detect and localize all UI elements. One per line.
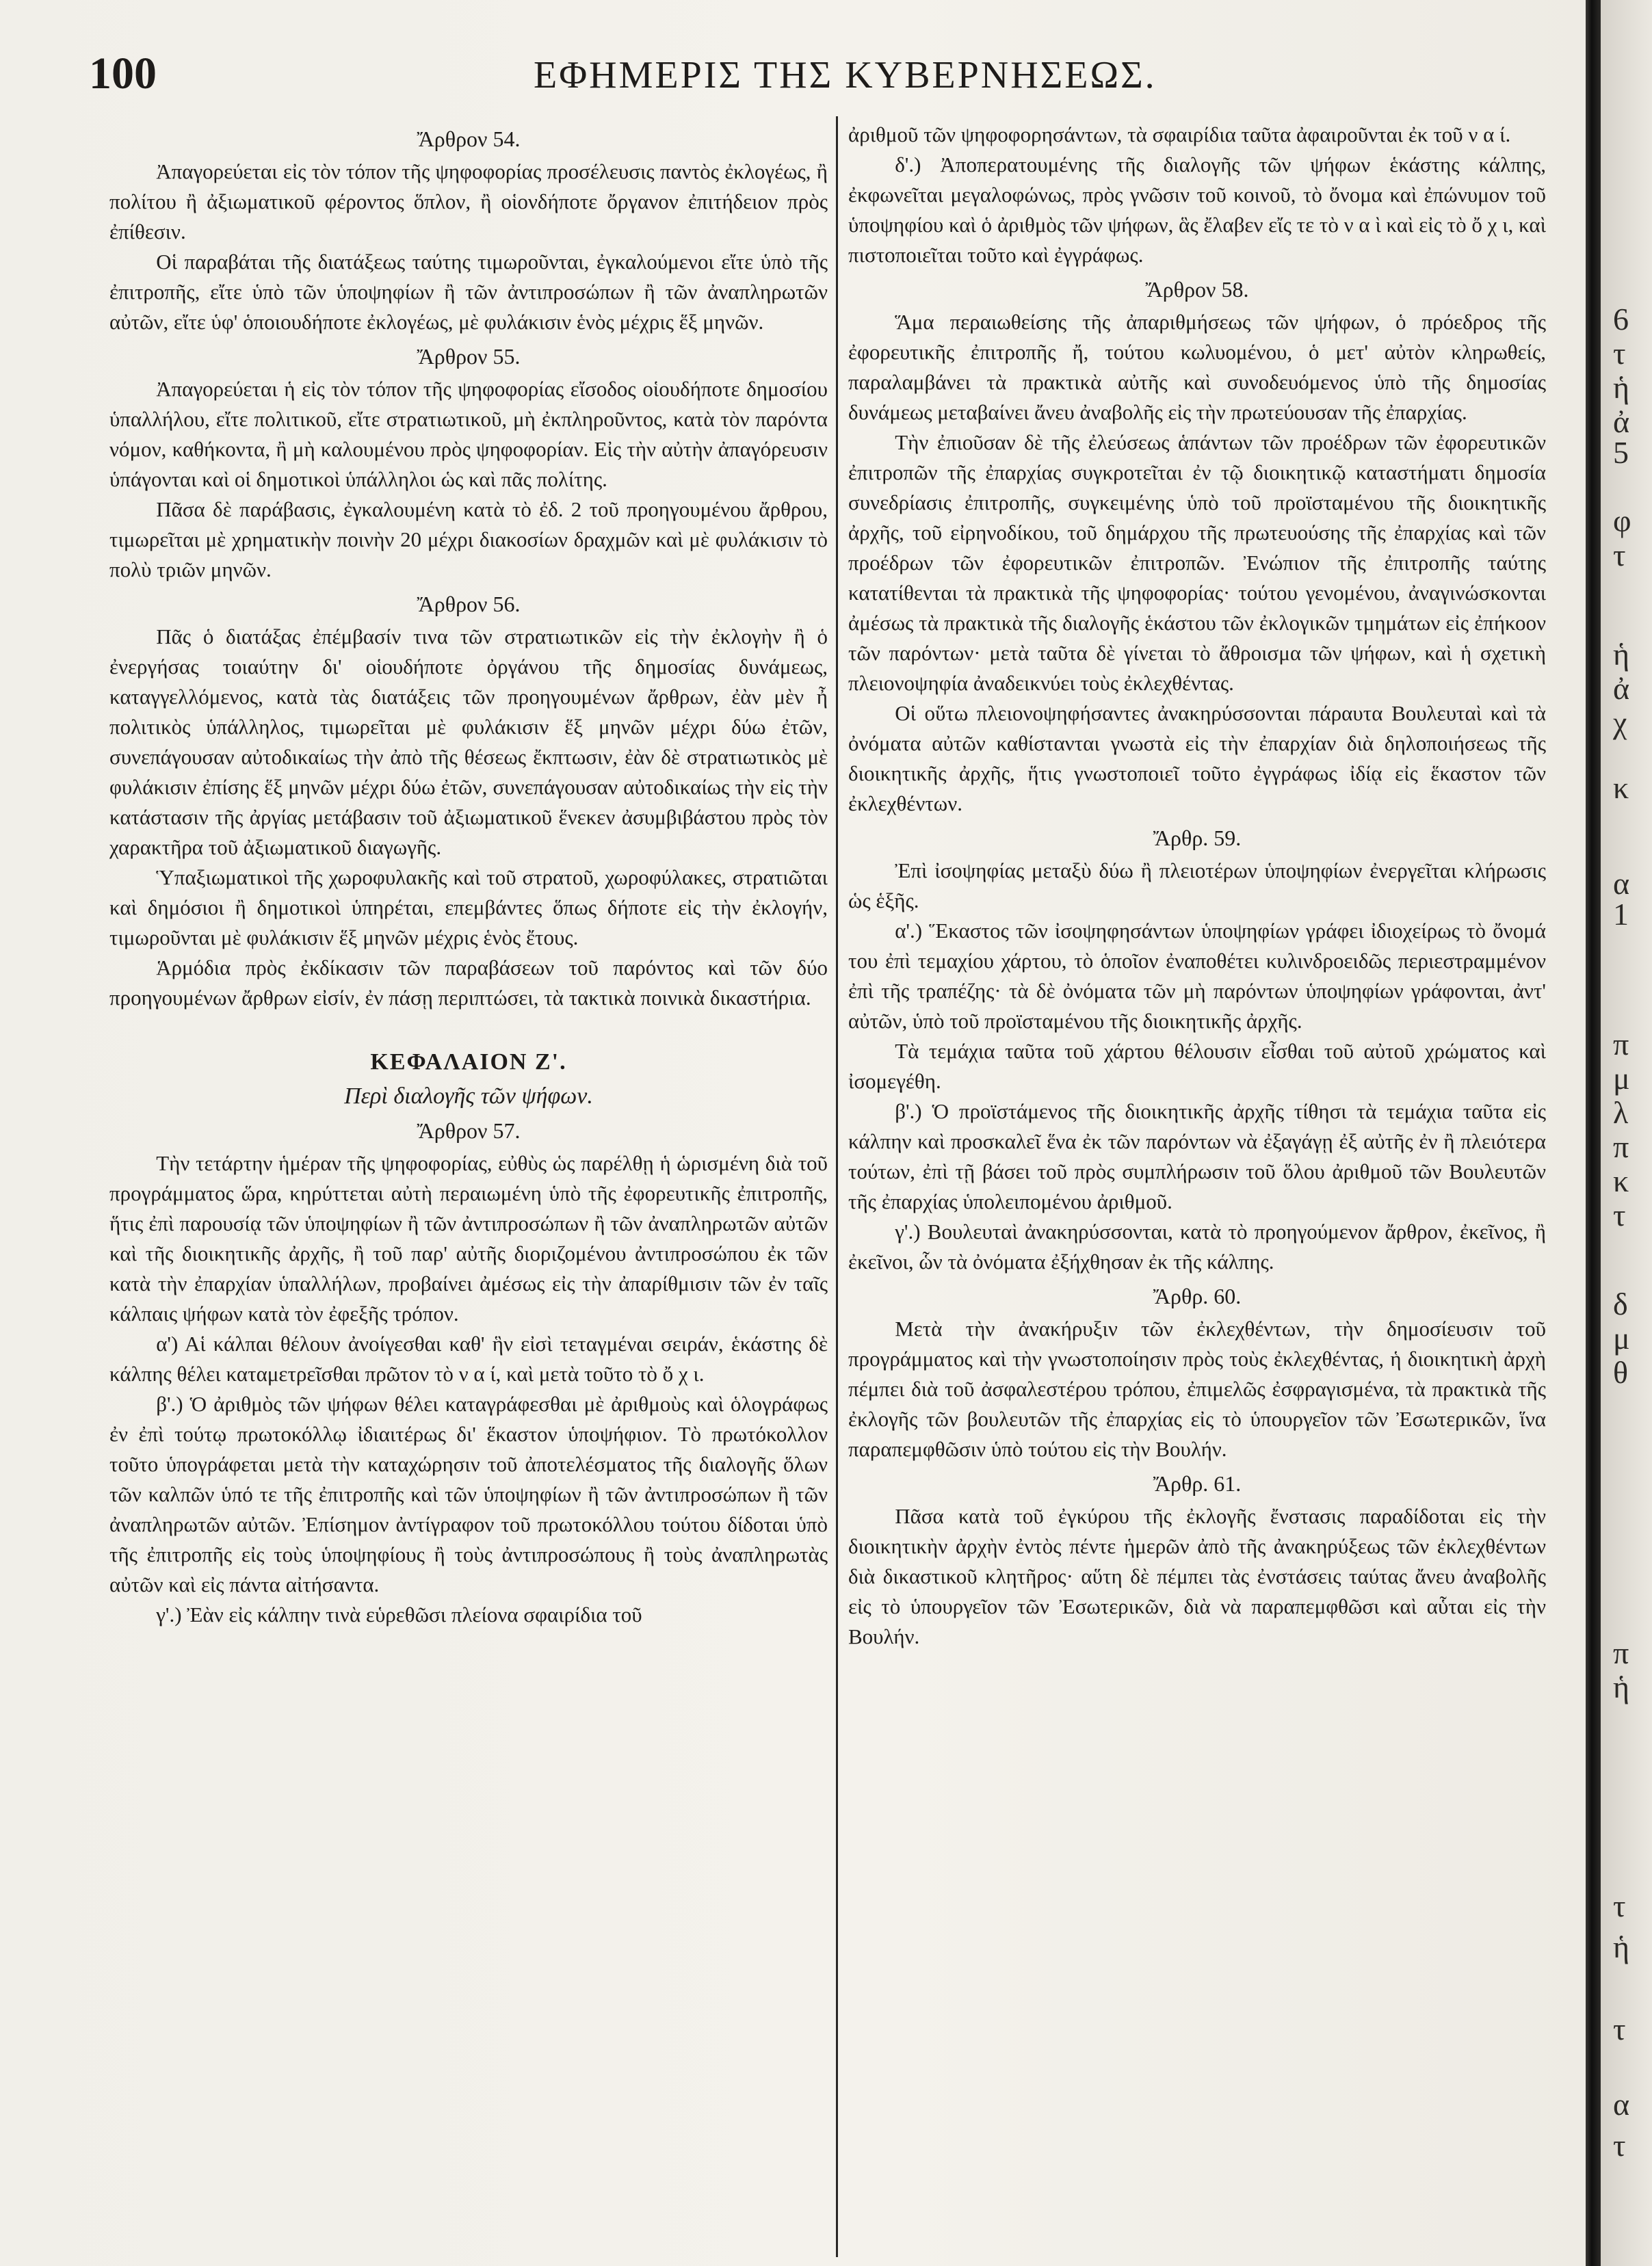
margin-fragment: τ — [1613, 1198, 1626, 1233]
article-59-item-b: β'.) Ὁ προϊστάμενος τῆς διοικητικῆς ἀρχῆς τίθησι τὰ τεμάχια ταῦτα εἰς κάλπην καὶ προσκαλεῖ ἕνα ἐκ τῶν παρόντων νὰ ἐξαγάγῃ ἐξ αὐτῆς ἐν ἢ πλειότερα τούτων, ἐπὶ τῇ βάσει τοῦ πρὸς συμπλήρωσιν τοῦ ὅλου ἀριθμοῦ τῶν Βουλευτῶν τῆς ἐπαρχίας ὑπολειπομένου ἀριθμοῦ. — [848, 1099, 1546, 1213]
gazette-title: ΕΦΗΜΕΡΙΣ ΤΗΣ ΚΥΒΕΡΝΗΣΕΩΣ. — [534, 54, 1157, 96]
article-58-paragraph-1: Ἅμα περαιωθείσης τῆς ἀπαριθμήσεως τῶν ψήφων, ὁ πρόεδρος τῆς ἐφορευτικῆς ἐπιτροπῆς ἤ, τούτου κωλυομένου, ὁ μετ' αὐτὸν κληρωθείς, παραλαμβάνει τὰ πρακτικὰ αὐτῆς καὶ συνοδευόμενος ὑπὸ τῆς δημοσίας δυνάμεως μεταβαίνει ἄνευ ἀναβολῆς εἰς τὴν πρωτεύουσαν τῆς ἐπαρχίας. — [848, 310, 1546, 424]
article-61-paragraph-1: Πᾶσα κατὰ τοῦ ἐγκύρου τῆς ἐκλογῆς ἔνστασις παραδίδοται εἰς τὴν διοικητικὴν ἀρχὴν ἐντὸς πέντε ἡμερῶν ἀπὸ τῆς ἀνακηρύξεως τῶν ἐκλεχθέντων διὰ δικαστικοῦ κλητῆρος· αὕτη δὲ πέμπει τὰς ἐνστάσεις ταύτας ἄνευ ἀναβολῆς εἰς τὸ ὑπουργεῖον τῶν Ἐσωτερικῶν, διὰ νὰ παραπεμφθῶσι καὶ αὗται εἰς τὴν Βουλήν. — [848, 1504, 1546, 1648]
adjacent-page-edge — [1601, 0, 1652, 2266]
article-55-paragraph-2: Πᾶσα δὲ παράβασις, ἐγκαλουμένη κατὰ τὸ ἐδ. 2 τοῦ προηγουμένου ἄρθρου, τιμωρεῖται μὲ χρηματικὴν ποινὴν 20 μέχρι διακοσίων δραχμῶν καὶ μὲ φυλάκισιν τὸ πολὺ τριῶν μηνῶν. — [109, 497, 828, 581]
article-57-item-d: δ'.) Ἀποπερατουμένης τῆς διαλογῆς τῶν ψήφων ἑκάστης κάλπης, ἐκφωνεῖται μεγαλοφώνως, πρὸς γνῶσιν τοῦ κοινοῦ, τὸ ὄνομα καὶ ἐπώνυμον τοῦ ὑποψηφίου καὶ ὁ ἀριθμὸς τῶν ψήφων, ἃς ἔλαβεν εἴς τε τὸ ν α ὶ καὶ εἰς τὸ ὄ χ ι, καὶ πιστοποιεῖται τοῦτο καὶ ἐγγράφως. — [848, 153, 1546, 267]
article-57-item-c: γ'.) Ἐὰν εἰς κάλπην τινὰ εὑρεθῶσι πλείονα σφαιρίδια τοῦ — [156, 1603, 642, 1626]
article-54-paragraph-2: Οἱ παραβάται τῆς διατάξεως ταύτης τιμωροῦνται, ἐγκαλούμενοι εἴτε ὑπὸ τῆς ἐπιτροπῆς, εἴτε ὑπὸ τῶν ὑποψηφίων ἢ τῶν ἀντιπροσώπων ἢ τῶν ἀναπληρωτῶν αὐτῶν, εἴτε ὑφ' ὁποιουδήποτε ἐκλογέως, μὲ φυλάκισιν ἑνὸς μέχρις ἕξ μηνῶν. — [109, 250, 828, 334]
margin-fragment: α — [1613, 866, 1630, 901]
article-59-item-c: γ'.) Βουλευταὶ ἀνακηρύσσονται, κατὰ τὸ προηγούμενον ἄρθρον, ἐκεῖνος, ἢ ἐκεῖνοι, ὧν τὰ ὀνόματα ἐξήχθησαν ἐκ τῆς κάλπης. — [848, 1220, 1546, 1274]
margin-fragment: ἀ — [1613, 671, 1630, 706]
margin-fragment: τ — [1613, 538, 1626, 572]
margin-fragment: π — [1613, 1129, 1629, 1164]
article-54-paragraph-1: Ἀπαγορεύεται εἰς τὸν τόπον τῆς ψηφοφορίας προσέλευσις παντὸς ἐκλογέως, ἢ πολίτου ἢ ἀξιωματικοῦ φέροντος ὅπλον, ἢ οἱονδήποτε ὄργανον ἐπιτήδειον πρὸς ἐπίθεσιν. — [109, 159, 828, 243]
margin-fragment: δ — [1613, 1287, 1628, 1321]
margin-fragment: χ — [1613, 705, 1627, 740]
margin-fragment: κ — [1613, 770, 1629, 805]
article-55-paragraph-1: Ἀπαγορεύεται ἡ εἰς τὸν τόπον τῆς ψηφοφορίας εἴσοδος οἱουδήποτε δημοσίου ὑπαλλήλου, εἴτε πολιτικοῦ, εἴτε στρατιωτικοῦ, μὴ ἐκπληροῦντος, κατὰ τὸν παρόντα νόμον, καθήκοντα, ἢ μὴ καλουμένου πρὸς ψηφοφορίαν. Εἰς τὴν αὐτὴν ἀπαγόρευσιν ὑπάγονται καὶ οἱ δημοτικοὶ ὑπάλληλοι ὡς καὶ πᾶς πολίτης. — [109, 377, 828, 491]
margin-fragment: λ — [1613, 1095, 1629, 1130]
book-spine-gutter — [1586, 0, 1601, 2266]
margin-fragment: 1 — [1613, 897, 1629, 932]
margin-fragment: π — [1613, 1027, 1629, 1062]
right-column — [848, 120, 1546, 1652]
article-55-heading: Ἄρθρον 55. — [417, 344, 521, 369]
margin-fragment: τ — [1613, 336, 1626, 371]
chapter-subtitle: Περὶ διαλογῆς τῶν ψήφων. — [344, 1083, 593, 1109]
article-56-heading: Ἄρθρον 56. — [417, 592, 521, 616]
article-56-paragraph-3: Ἁρμόδια πρὸς ἐκδίκασιν τῶν παραβάσεων τοῦ παρόντος καὶ τῶν δύο προηγουμένων ἄρθρων εἰσίν, ἐν πάσῃ περιπτώσει, τὰ τακτικὰ ποινικὰ δικαστήρια. — [109, 956, 828, 1010]
continued-paragraph: ἀριθμοῦ τῶν ψηφοφορησάντων, τὰ σφαιρίδια ταῦτα ἀφαιροῦνται ἐκ τοῦ ν α ί. — [848, 122, 1511, 146]
article-57-heading: Ἄρθρον 57. — [417, 1118, 521, 1143]
margin-fragment: ἡ — [1613, 1670, 1630, 1704]
margin-fragment: τ — [1613, 2012, 1626, 2046]
margin-fragment: τ — [1613, 1888, 1626, 1923]
article-60-paragraph-1: Μετὰ τὴν ἀνακήρυξιν τῶν ἐκλεχθέντων, τὴν δημοσίευσιν τοῦ προγράμματος καὶ τὴν γνωστοποίησιν πρὸς τοὺς ἐκλεχθέντας, ἡ διοικητικὴ ἀρχὴ πέμπει διὰ τοῦ ἀσφαλεστέρου τρόπου, ἐπιμελῶς ἐσφραγισμένα, τὰ πρακτικὰ τῆς ἐκλογῆς τῶν βουλευτῶν τῆς ἐπαρχίας εἰς τὸ ὑπουργεῖον τῶν Ἐσωτερικῶν, ἵνα παραπεμφθῶσιν ὑπὸ τούτου εἰς τὴν Βουλήν. — [848, 1317, 1546, 1461]
margin-fragment: ἡ — [1613, 370, 1630, 405]
article-56-paragraph-2: Ὑπαξιωματικοὶ τῆς χωροφυλακῆς καὶ τοῦ στρατοῦ, χωροφύλακες, στρατιῶται καὶ δημόσιοι ἢ δημοτικοὶ ὑπηρέται, επεμβάντες ὅπως δήποτε εἰς τὴν ἐκλογήν, τιμωροῦνται μὲ φυλάκισιν ἕξ μηνῶν μέχρις ἑνὸς ἔτους. — [109, 865, 828, 949]
article-58-paragraph-2: Τὴν ἐπιοῦσαν δὲ τῆς ἐλεύσεως ἁπάντων τῶν προέδρων τῶν ἐφορευτικῶν ἐπιτροπῶν τῆς ἐπαρχίας συγκροτεῖται ἐν τῷ διοικητικῷ καταστήματι δημοσία συνεδρίασις ἐπιτροπῆς, συγκειμένης ὑπὸ τοῦ προϊσταμένου τῆς διοικητικῆς ἀρχῆς, τοῦ εἰρηνοδίκου, τοῦ δημάρχου τῆς πρωτευούσης τῆς ἐπαρχίας καὶ τῶν προέδρων τῶν ἐφορευτικῶν ἐπιτροπῶν. Ἐνώπιον τῆς ἐπιτροπῆς ταύτης κατατίθενται τὰ πρακτικὰ τῆς ψηφοφορίας· τούτου γενομένου, ἀναγινώσκονται ἀμέσως τὰ πρακτικὰ τῆς διαλογῆς ἑκάστου τῶν ἐκλογικῶν τμημάτων εἰς ἐπήκοον τῶν παρόντων· μετὰ ταῦτα δὲ γίνεται τὸ ἄθροισμα τῶν ψήφων, καὶ ἡ σχετικὴ πλειονοψηφία ἀναδεικνύει τοὺς ἐκλεχθέντας. — [848, 430, 1546, 695]
margin-fragment: ἡ — [1613, 1929, 1630, 1964]
margin-fragment: α — [1613, 2087, 1630, 2122]
left-column — [109, 120, 828, 1630]
article-61-heading: Ἄρθρ. 61. — [1153, 1471, 1242, 1496]
margin-fragment: τ — [1613, 2128, 1626, 2163]
page-header — [89, 48, 1163, 109]
article-58-heading: Ἄρθρον 58. — [1145, 277, 1249, 302]
margin-fragment: ἡ — [1613, 637, 1630, 672]
article-57-paragraph-1: Τὴν τετάρτην ἡμέραν τῆς ψηφοφορίας, εὐθὺς ὡς παρέλθῃ ἡ ὡρισμένη διὰ τοῦ προγράμματος ὥρα, κηρύττεται αὐτὴ περαιωμένη ὑπὸ τῆς ἐφορευτικῆς ἐπιτροπῆς, ἥτις ἐπὶ παρουσίᾳ τῶν ὑποψηφίων ἢ τῶν ἀντιπροσώπων ἢ τῶν ἀναπληρωτῶν αὐτῶν καὶ τῆς διοικητικῆς ἀρχῆς, ἢ τοῦ παρ' αὐτῆς διοριζομένου ἀντιπροσώπου ἐκ τῶν κατὰ τὴν ἐπαρχίαν ὑπαλλήλων, προβαίνει ἀμέσως εἰς τὴν ἀπαρίθμισιν τῶν ἐν ταῖς κάλπαις ψήφων κατὰ τὸν ἐφεξῆς τρόπον. — [109, 1151, 828, 1326]
article-59-item-a: α'.) Ἕκαστος τῶν ἰσοψηφησάντων ὑποψηφίων γράφει ἰδιοχείρως τὸ ὄνομά του ἐπὶ τεμαχίου χάρτου, τὸ ὁποῖον ἐναποθέτει κυλινδροειδῶς περιεστραμμένον ἐπὶ τῆς τραπέζης· τὰ δὲ ὀνόματα τῶν μὴ παρόντων ὑποψηφίων γράφονται, ἀντ' αὐτῶν, ὑπὸ τοῦ προϊσταμένου τῆς διοικητικῆς ἀρχῆς. — [848, 919, 1546, 1033]
margin-fragment: μ — [1613, 1321, 1630, 1356]
chapter-heading: ΚΕΦΑΛΑΙΟΝ Ζ'. — [370, 1049, 567, 1075]
margin-fragment: θ — [1613, 1355, 1629, 1390]
margin-fragment: 5 — [1613, 435, 1629, 470]
article-59-heading: Ἄρθρ. 59. — [1153, 826, 1242, 850]
margin-fragment: φ — [1613, 503, 1631, 538]
margin-fragment: π — [1613, 1635, 1629, 1670]
article-57-item-a: α') Αἱ κάλπαι θέλουν ἀνοίγεσθαι καθ' ἣν εἰσὶ τεταγμέναι σειράν, ἑκάστης δὲ κάλπης θέλει καταμετρεῖσθαι πρῶτον τὸ ν α ί, καὶ μετὰ τοῦτο τὸ ὄ χ ι. — [109, 1332, 828, 1386]
article-60-heading: Ἄρθρ. 60. — [1153, 1284, 1242, 1308]
margin-fragment: μ — [1613, 1061, 1630, 1096]
article-58-paragraph-3: Οἱ οὕτω πλειονοψηφήσαντες ἀνακηρύσσονται πάραυτα Βουλευταὶ καὶ τὰ ὀνόματα αὐτῶν καθίστανται γνωστὰ εἰς τὴν ἐπαρχίαν διὰ δηλοποιήσεως τῆς διοικητικῆς ἀρχῆς, ἥτις γνωστοποιεῖ τοῦτο ἐγγράφως ἰδίᾳ εἰς ἕκαστον τῶν ἐκλεχθέντων. — [848, 701, 1546, 815]
article-54-heading: Ἄρθρον 54. — [417, 127, 521, 151]
margin-fragment: 6 — [1613, 302, 1629, 337]
margin-fragment: κ — [1613, 1163, 1629, 1198]
column-divider — [836, 116, 838, 2257]
article-56-paragraph-1: Πᾶς ὁ διατάξας ἐπέμβασίν τινα τῶν στρατιωτικῶν εἰς τὴν ἐκλογὴν ἢ ὁ ἐνεργήσας τοιαύτην δι' οἱουδήποτε ὀργάνου τῆς δημοσίας δυνάμεως, καταγγελλόμενος, κατὰ τὰς διατάξεις τῶν προηγουμένων ἄρθρων, ἐὰν μὲν ἦ πολιτικὸς ὑπάλληλος, τιμωρεῖται μὲ φυλάκισιν ἕξ μηνῶν μέχρι δύω ἐτῶν, συνεπάγουσαν αὐτοδικαίως τὴν ἀπὸ τῆς θέσεως ἔκπτωσιν, ἐὰν δὲ στρατιωτικὸς μὲ φυλάκισιν ἐπίσης ἕξ μηνῶν μέχρι δύω ἐτῶν, συνεπάγουσαν αὐτοδικαίως τὴν εἰς τὴν κατάστασιν τῆς ἀργίας μετάβασιν τοῦ ἀξιωματικοῦ ἕνεκεν ἀσυμβιβάστου πρὸς τὸν χαρακτῆρα τοῦ ἀξιωματικοῦ διαγωγῆς. — [109, 624, 828, 859]
article-59-paragraph-2: Τὰ τεμάχια ταῦτα τοῦ χάρτου θέλουσιν εἶσθαι τοῦ αὐτοῦ χρώματος καὶ ἰσομεγέθη. — [848, 1039, 1546, 1093]
margin-fragment: ἀ — [1613, 404, 1630, 439]
page-number: 100 — [89, 49, 157, 98]
article-57-item-b: β'.) Ὁ ἀριθμὸς τῶν ψήφων θέλει καταγράφεσθαι μὲ ἀριθμοὺς καὶ ὁλογράφως ἐν ἐπὶ τούτῳ πρωτοκόλλῳ ἰδιαιτέρως δι' ἕκαστον ὑποψήφιον. Τὸ πρωτόκολλον τοῦτο ὑπογράφεται μετὰ τὴν καταχώρησιν τοῦ ἀποτελέσματος τῆς διαλογῆς ὅλων τῶν καλπῶν ὑπό τε τῆς ἐπιτροπῆς καὶ τῶν ὑποψηφίων ἢ τῶν ἀντιπροσώπων ἢ τῶν ἀναπληρωτῶν αὐτῶν. Ἐπίσημον ἀντίγραφον τοῦ πρωτοκόλλου τούτου δίδοται ὑπὸ τῆς ἐπιτροπῆς εἰς τοὺς ὑποψηφίους ἢ τοὺς ἀντιπροσώπους ἢ τοὺς ἀναπληρωτὰς αὐτῶν καὶ εἰς πάντα αἰτήσαντα. — [109, 1392, 828, 1596]
article-59-paragraph-1: Ἐπὶ ἰσοψηφίας μεταξὺ δύω ἢ πλειοτέρων ὑποψηφίων ἐνεργεῖται κλήρωσις ὡς ἑξῆς. — [848, 858, 1546, 912]
